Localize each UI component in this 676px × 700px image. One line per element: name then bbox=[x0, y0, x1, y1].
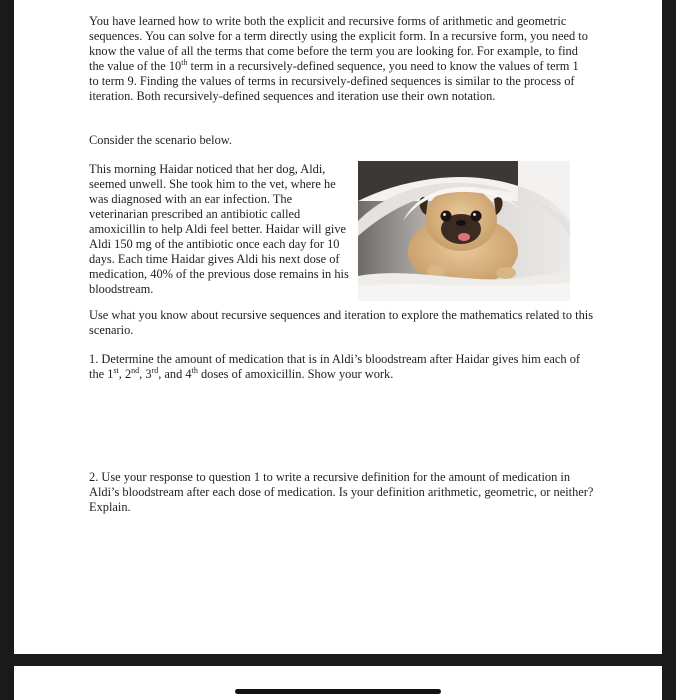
intro-paragraph bbox=[89, 14, 589, 104]
scenario-paragraph: This morning Haidar noticed that her dog, Aldi, seemed unwell. She took him to the vet, where he was diagnosed with an ear infection. The veterinarian prescribed an antibiotic called amoxicillin to help Aldi feel better. Haidar will give Aldi 150 mg of the antibiotic once each day for 10 days. Each time Haidar gives Aldi his next dose of medication, 40% of the previous dose remains in his bloodstream. bbox=[89, 162, 349, 296]
q1-text-e: doses of amoxicillin. Show your work. bbox=[197, 367, 394, 381]
q1-sup-1: st bbox=[113, 365, 119, 375]
instruction-paragraph: Use what you know about recursive sequences and iteration to explore the mathematics related to this scenario. bbox=[89, 308, 594, 337]
question-2: 2. Use your response to question 1 to write a recursive definition for the amount of medication in Aldi’s bloodstream after each dose of medication. Is your definition arithmetic, geometric, or neither? Explain. bbox=[89, 470, 594, 514]
intro-superscript: th bbox=[181, 57, 188, 67]
consider-line: Consider the scenario below. bbox=[89, 133, 233, 147]
intro-text-2: term in a recursively-defined sequence, you need to know the values of term 1 to term 9. Finding the values of terms in recursively-defined sequences is similar to the process of iteration. Both recursively-defined sequences and iteration use their own notation. bbox=[89, 59, 579, 103]
q1-text-b: , 2 bbox=[118, 367, 132, 381]
next-page bbox=[14, 666, 662, 700]
q1-text-a: 1. Determine the amount of medication that is in Aldi’s bloodstream after Haidar gives him each of the 1 bbox=[89, 352, 581, 381]
question-1 bbox=[89, 352, 594, 382]
q1-sup-4: th bbox=[191, 365, 198, 375]
q1-text-c: , 3 bbox=[139, 367, 152, 381]
q1-sup-3: rd bbox=[151, 365, 159, 375]
q1-text-d: , and 4 bbox=[158, 367, 192, 381]
q1-sup-2: nd bbox=[131, 365, 140, 375]
pug-photo bbox=[358, 161, 570, 301]
home-indicator[interactable] bbox=[235, 689, 441, 694]
intro-text-1: You have learned how to write both the explicit and recursive forms of arithmetic and geometric sequences. You can solve for a term directly using the explicit form. In a recursive form, you need to know the value of all the terms that come before the term you are looking for. For example, to find the value of the 10 bbox=[89, 14, 588, 73]
